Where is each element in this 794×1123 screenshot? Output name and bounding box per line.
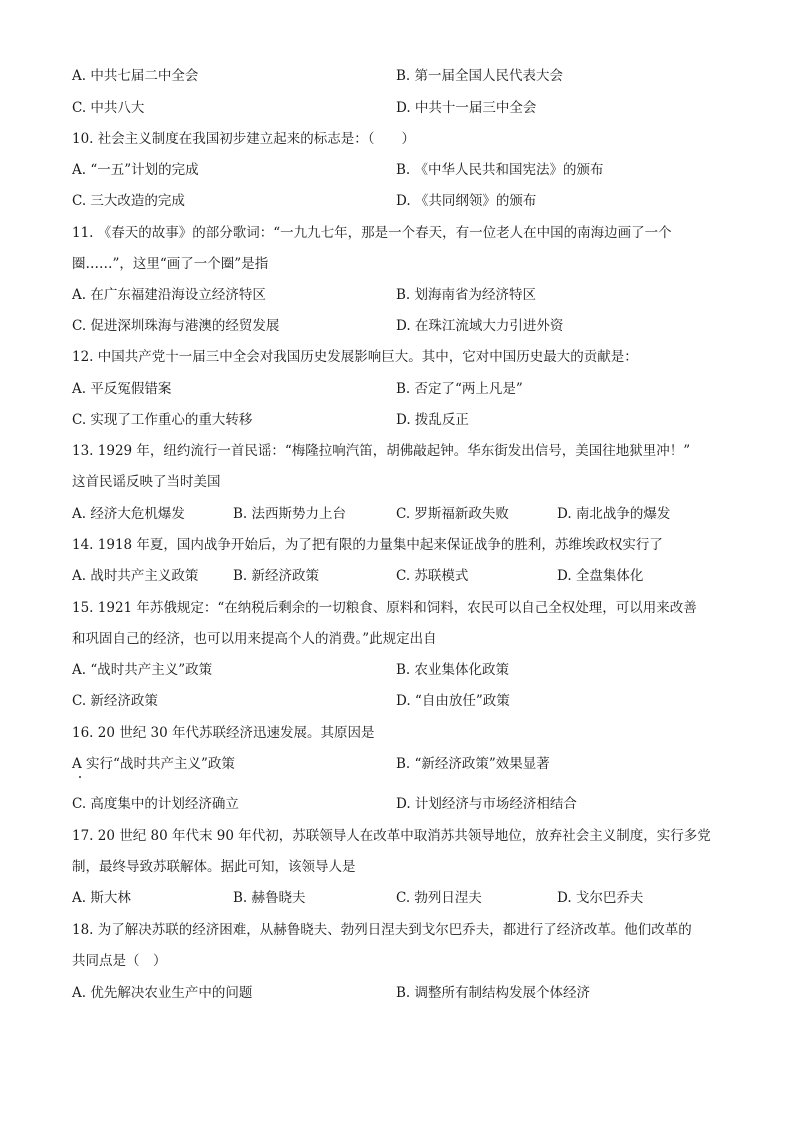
q13-option-d: D. 南北战争的爆发 xyxy=(557,506,671,522)
q11-option-d: D. 在珠江流域大力引进外资 xyxy=(396,318,564,334)
q17-stem-line1: 17. 20 世纪 80 年代末 90 年代初，苏联领导人在改革中取消苏共领导地位，放弃社会主义制度，实行多党 xyxy=(72,828,711,844)
q14-option-c: C. 苏联模式 xyxy=(396,568,469,584)
q13-stem-line1: 13. 1929 年，纽约流行一首民谣：“梅隆拉响汽笛，胡佛敲起钟。华东街发出信号，美国往地狱里冲！” xyxy=(72,443,691,459)
q11-option-b: B. 划海南省为经济特区 xyxy=(396,287,537,303)
q9-option-a: A. 中共七届二中全会 xyxy=(72,68,199,84)
q10-option-c: C. 三大改造的完成 xyxy=(72,193,185,209)
q12-option-c: C. 实现了工作重心的重大转移 xyxy=(72,412,253,428)
q15-option-d: D. “自由放任”政策 xyxy=(396,693,510,709)
q16-option-a: A 实行“战时共产主义”政策 xyxy=(72,756,235,772)
q15-stem-line2: 和巩固自己的经济，也可以用来提高个人的消费。”此规定出自 xyxy=(72,631,437,647)
q14-option-d: D. 全盘集体化 xyxy=(557,568,644,584)
q14-option-a: A. 战时共产主义政策 xyxy=(72,568,199,584)
q12-stem: 12. 中国共产党十一届三中全会对我国历史发展影响巨大。其中，它对中国历史最大的贡献是： xyxy=(72,349,638,365)
q16-option-b: B. “新经济政策”效果显著 xyxy=(396,756,550,772)
q17-option-d: D. 戈尔巴乔夫 xyxy=(557,890,644,906)
q13-option-a: A. 经济大危机爆发 xyxy=(72,506,185,522)
q18-stem-line1: 18. 为了解决苏联的经济困难，从赫鲁晓夫、勃列日涅夫到戈尔巴乔夫，都进行了经济改革。他们改革的 xyxy=(72,922,692,938)
q17-option-a: A. 斯大林 xyxy=(72,890,131,906)
q9-option-c: C. 中共八大 xyxy=(72,100,145,116)
q15-option-c: C. 新经济政策 xyxy=(72,693,158,709)
q18-option-a: A. 优先解决农业生产中的问题 xyxy=(72,985,253,1001)
q10-option-d: D. 《共同纲领》的颁布 xyxy=(396,193,537,209)
q9-option-d: D. 中共十一届三中全会 xyxy=(396,100,537,116)
q13-option-b: B. 法西斯势力上台 xyxy=(233,506,347,522)
q16-stem: 16. 20 世纪 30 年代苏联经济迅速发展。其原因是 xyxy=(72,725,375,741)
q10-stem: 10. 社会主义制度在我国初步建立起来的标志是：（ ） xyxy=(72,131,416,147)
q12-option-a: A. 平反冤假错案 xyxy=(72,381,172,397)
q15-option-a: A. “战时共产主义”政策 xyxy=(72,662,213,678)
q12-option-b: B. 否定了“两上凡是” xyxy=(396,381,523,397)
q17-option-b: B. 赫鲁晓夫 xyxy=(233,890,306,906)
q10-option-a: A. “一五”计划的完成 xyxy=(72,162,199,178)
q16-option-c: C. 高度集中的计划经济确立 xyxy=(72,796,239,812)
q16-option-d: D. 计划经济与市场经济相结合 xyxy=(396,796,577,812)
q15-stem-line1: 15. 1921 年苏俄规定：“在纳税后剩余的一切粮食、原料和饲料，农民可以自己全权处理，可以用来改善 xyxy=(72,600,697,616)
q14-option-b: B. 新经济政策 xyxy=(233,568,320,584)
q18-stem-line2: 共同点是（ ） xyxy=(72,953,167,969)
q13-stem-line2: 这首民谣反映了当时美国 xyxy=(72,474,221,490)
q11-option-a: A. 在广东福建沿海设立经济特区 xyxy=(72,287,266,303)
q11-stem-line1: 11. 《春天的故事》的部分歌词：“一九九七年，那是一个春天，有一位老人在中国的南海边画了一个 xyxy=(72,225,672,241)
q17-option-c: C. 勃列日涅夫 xyxy=(396,890,482,906)
stray-dot-mark xyxy=(79,776,81,778)
q14-stem: 14. 1918 年夏，国内战争开始后，为了把有限的力量集中起来保证战争的胜利，苏维埃政权实行了 xyxy=(72,537,663,553)
q15-option-b: B. 农业集体化政策 xyxy=(396,662,510,678)
q10-option-b: B. 《中华人民共和国宪法》的颁布 xyxy=(396,162,604,178)
q18-option-b: B. 调整所有制结构发展个体经济 xyxy=(396,985,591,1001)
q17-stem-line2: 制，最终导致苏联解体。据此可知，该领导人是 xyxy=(72,859,356,875)
q12-option-d: D. 拨乱反正 xyxy=(396,412,469,428)
q13-option-c: C. 罗斯福新政失败 xyxy=(396,506,509,522)
q11-option-c: C. 促进深圳珠海与港澳的经贸发展 xyxy=(72,318,280,334)
q9-option-b: B. 第一届全国人民代表大会 xyxy=(396,68,564,84)
q11-stem-line2: 圈……”，这里“画了一个圈”是指 xyxy=(72,256,269,272)
